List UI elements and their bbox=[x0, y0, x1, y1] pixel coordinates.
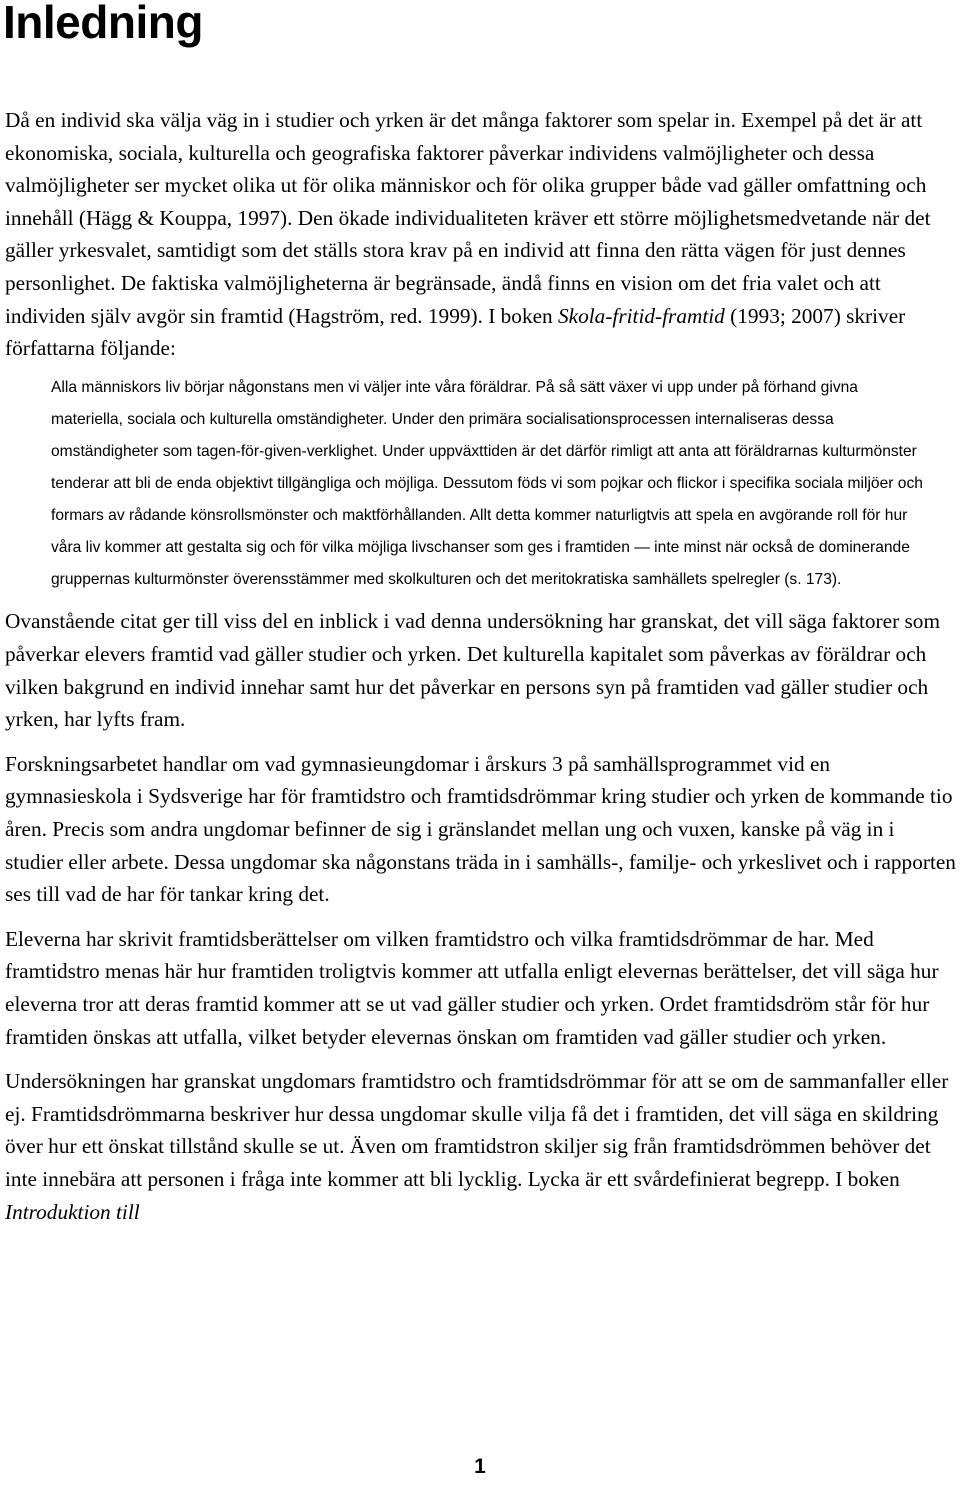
body-text bbox=[5, 104, 957, 1228]
heading-title: Inledning bbox=[3, 0, 203, 48]
book-title-introduktion-till: Introduktion till bbox=[5, 1199, 140, 1224]
paragraph-intro-tail: (1993; 2007) skriver författarna följande: bbox=[5, 303, 906, 361]
paragraph-intro bbox=[5, 104, 957, 365]
paragraph-citat: Ovanstående citat ger till viss del en inblick i vad denna undersökning har granskat, det vill säga faktorer som påverkar elevers framtid vad gäller studier och yrken. Det kulturella kapitalet som påverkas av föräldrar och vilken bakgrund en individ innehar samt hur det påverkar en persons syn på framtiden vad gäller studier och yrken, har lyfts fram. bbox=[5, 609, 941, 732]
block-quote: Alla människors liv börjar någonstans men vi väljer inte våra föräldrar. På så sätt växer vi upp under på förhand givna materiella, sociala och kulturella omständigheter. Under den primära socialisationsprocessen internaliseras dessa omständigheter som tagen-för-given-verklighet. Under uppväxttiden är det därför rimligt att anta att föräldrarnas kulturmönster tenderar att bli de enda objektivt tillgängliga och möjliga. Dessutom föds vi som pojkar och flickor i specifika sociala miljöer och formars av rådande könsrollsmönster och maktförhållanden. Allt detta kommer naturligtvis att spela en avgörande roll för hur våra liv kommer att gestalta sig och för vilka möjliga livschanser som ges i framtiden — inte minst när också de dominerande gruppernas kulturmönster överensstämmer med skolkulturen och det meritokratiska samhällets spelregler (s. 173). bbox=[51, 378, 923, 589]
page-number: 1 bbox=[474, 1455, 486, 1478]
book-title-skola-fritid-framtid: Skola-fritid-framtid bbox=[558, 303, 725, 328]
paragraph-undersokningen bbox=[5, 1065, 957, 1228]
paragraph-forskningsarbetet: Forskningsarbetet handlar om vad gymnasieungdomar i årskurs 3 på samhällsprogrammet vid en gymnasieskola i Sydsverige har för framtidstro och framtidsdrömmar kring studier och yrken de kommande tio åren. Precis som andra ungdomar befinner de sig i gränslandet mellan ung och vuxen, kanske på väg in i studier eller arbete. Dessa ungdomar ska någonstans träda in i samhälls-, familje- och yrkeslivet och i rapporten ses till vad de har för tankar kring det. bbox=[5, 751, 956, 907]
paragraph-eleverna: Eleverna har skrivit framtidsberättelser om vilken framtidstro och vilka framtidsdrömmar de har. Med framtidstro menas här hur framtiden troligtvis kommer att utfalla enligt elevernas berättelser, det vill säga hur eleverna tror att deras framtid kommer att se ut vad gäller studier och yrken. Ordet framtidsdröm står för hur framtiden önskas att utfalla, vilket betyder elevernas önskan om framtiden vad gäller studier och yrken. bbox=[5, 926, 939, 1049]
paragraph-undersokningen-text: Undersökningen har granskat ungdomars framtidstro och framtidsdrömmar för att se om de sammanfaller eller ej. Framtidsdrömmarna beskriver hur dessa ungdomar skulle vilja få det i framtiden, det vill säga en skildring över hur ett önskat tillstånd skulle se ut. Även om framtidstron skiljer sig från framtidsdrömmen behöver det inte innebära att personen i fråga inte kommer att bli lycklig. Lycka är ett svårdefinierat begrepp. I boken bbox=[5, 1069, 949, 1191]
paragraph-intro-text: Då en individ ska välja väg in i studier och yrken är det många faktorer som spelar in. Exempel på det är att ekonomiska, sociala, kulturella och geografiska faktorer påverkar individens valmöjligheter och dessa valmöjligheter ser mycket olika ut för olika människor och för olika grupper både vad gäller omfattning och innehåll (Hägg & Kouppa, 1997). Den ökade individualiteten kräver ett större möjlighetsmedvetande när det gäller yrkesvalet, samtidigt som det ställs stora krav på en individ att finna den rätta vägen för just dennes personlighet. De faktiska valmöjligheterna är begränsade, ändå finns en vision om det fria valet och att individen själv avgör sin framtid (Hagström, red. 1999). I boken bbox=[5, 108, 931, 328]
